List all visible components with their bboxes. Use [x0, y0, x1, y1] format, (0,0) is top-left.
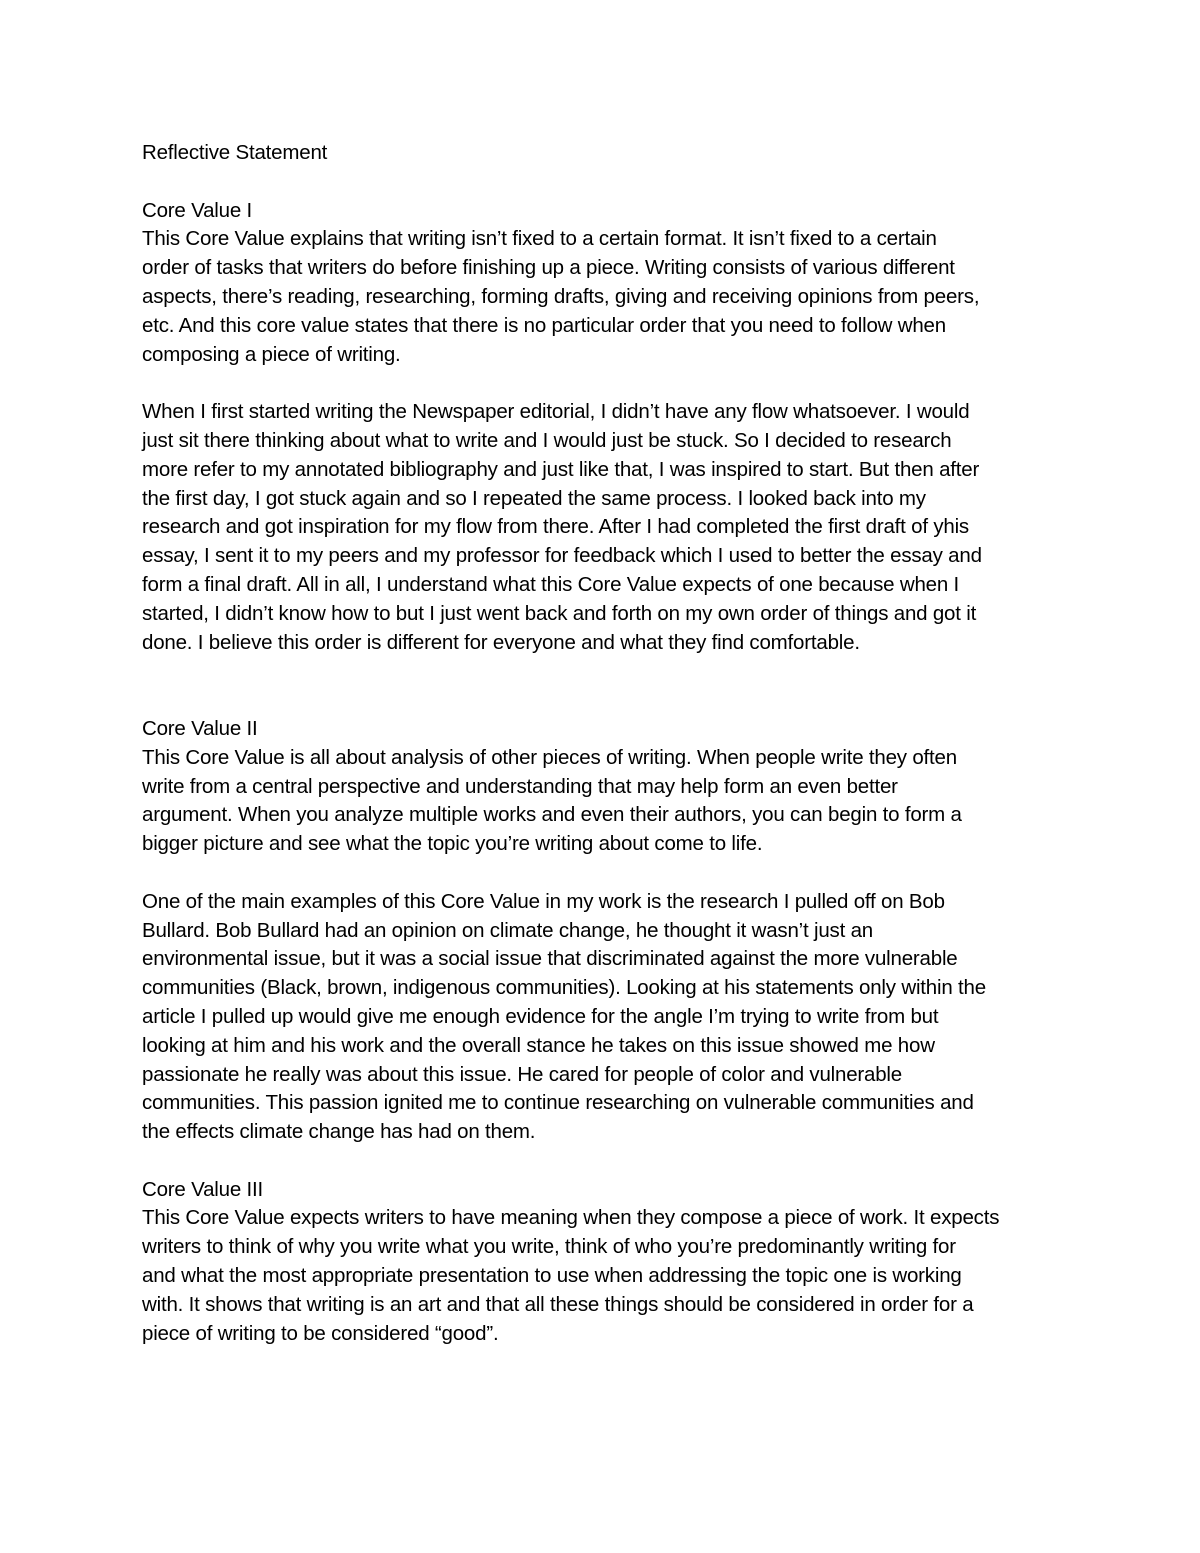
paragraph-line: etc. And this core value states that there is no particular order that you need to follow when — [142, 313, 946, 337]
paragraph-line: aspects, there’s reading, researching, forming drafts, giving and receiving opinions from peers, — [142, 284, 980, 308]
paragraph-line: order of tasks that writers do before finishing up a piece. Writing consists of various different — [142, 256, 955, 280]
paragraph-line: just sit there thinking about what to write and I would just be stuck. So I decided to research — [142, 428, 952, 452]
paragraph-line: more refer to my annotated bibliography and just like that, I was inspired to start. But then after — [142, 457, 980, 481]
blank-line — [142, 657, 1062, 686]
paragraph-line: This Core Value explains that writing isn’t fixed to a certain format. It isn’t fixed to a certain — [142, 227, 937, 251]
paragraph-line: When I first started writing the Newspaper editorial, I didn’t have any flow whatsoever. I would — [142, 400, 970, 424]
blank-line — [142, 686, 1062, 715]
section-heading-core-value-1: Core Value I — [142, 198, 253, 222]
document-page — [142, 139, 1062, 1348]
blank-line — [142, 369, 1062, 398]
section-heading-core-value-2: Core Value II — [142, 716, 258, 740]
paragraph-line: write from a central perspective and understanding that may help form an even better — [142, 774, 898, 798]
paragraph-line: piece of writing to be considered “good”. — [142, 1321, 499, 1345]
paragraph-line: This Core Value is all about analysis of other pieces of writing. When people write they often — [142, 745, 957, 769]
document-title: Reflective Statement — [142, 141, 328, 164]
blank-line — [142, 168, 1062, 197]
paragraph-line: environmental issue, but it was a social issue that discriminated against the more vulnerable — [142, 947, 958, 971]
paragraph-line: writers to think of why you write what you write, think of who you’re predominantly writing for — [142, 1235, 956, 1259]
paragraph-line: communities. This passion ignited me to continue researching on vulnerable communities and — [142, 1091, 974, 1115]
paragraph-line: done. I believe this order is different for everyone and what they find comfortable. — [142, 630, 860, 654]
paragraph-line: looking at him and his work and the overall stance he takes on this issue showed me how — [142, 1033, 935, 1057]
paragraph-line: composing a piece of writing. — [142, 342, 401, 366]
paragraph-line: This Core Value expects writers to have meaning when they compose a piece of work. It expects — [142, 1206, 1000, 1230]
paragraph-line: started, I didn’t know how to but I just went back and forth on my own order of things and got it — [142, 601, 977, 625]
blank-line — [142, 1147, 1062, 1176]
paragraph-line: with. It shows that writing is an art and that all these things should be considered in order for a — [142, 1292, 974, 1316]
section-heading-core-value-3: Core Value III — [142, 1177, 264, 1201]
paragraph-line: form a final draft. All in all, I understand what this Core Value expects of one because when I — [142, 572, 960, 596]
paragraph-line: essay, I sent it to my peers and my professor for feedback which I used to better the essay and — [142, 544, 982, 568]
paragraph-line: communities (Black, brown, indigenous communities). Looking at his statements only within the — [142, 976, 986, 1000]
paragraph-line: the effects climate change has had on them. — [142, 1120, 536, 1144]
paragraph-line: One of the main examples of this Core Value in my work is the research I pulled off on Bob — [142, 889, 945, 913]
blank-line — [142, 859, 1062, 888]
paragraph-line: argument. When you analyze multiple works and even their authors, you can begin to form a — [142, 803, 962, 827]
paragraph-line: research and got inspiration for my flow from there. After I had completed the first draft of yhis — [142, 515, 969, 539]
paragraph-line: article I pulled up would give me enough evidence for the angle I’m trying to write from but — [142, 1004, 939, 1028]
paragraph-line: passionate he really was about this issue. He cared for people of color and vulnerable — [142, 1062, 902, 1086]
paragraph-line: and what the most appropriate presentation to use when addressing the topic one is working — [142, 1264, 962, 1288]
paragraph-line: the first day, I got stuck again and so I repeated the same process. I looked back into my — [142, 486, 926, 510]
paragraph-line: Bullard. Bob Bullard had an opinion on climate change, he thought it wasn’t just an — [142, 918, 873, 942]
paragraph-line: bigger picture and see what the topic you’re writing about come to life. — [142, 832, 763, 856]
